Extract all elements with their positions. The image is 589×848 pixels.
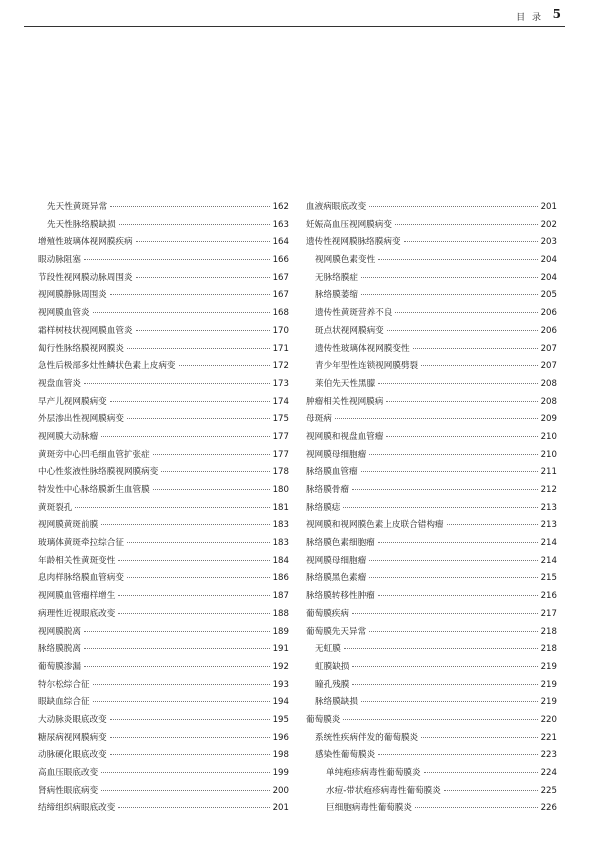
- toc-entry-page: 215: [540, 573, 557, 584]
- toc-entry[interactable]: [306, 570, 557, 588]
- toc-entry-title: 葡萄膜先天异常: [306, 626, 367, 637]
- toc-entry[interactable]: [306, 358, 557, 376]
- toc-entry[interactable]: [38, 341, 289, 359]
- toc-entry[interactable]: [306, 624, 557, 642]
- dot-leader: [352, 489, 538, 490]
- page-header: [24, 6, 565, 27]
- toc-entry-page: 220: [540, 714, 557, 725]
- dot-leader: [136, 277, 270, 278]
- toc-entry-page: 184: [272, 555, 289, 566]
- toc-entry-page: 183: [272, 520, 289, 531]
- toc-entry[interactable]: [306, 535, 557, 553]
- dot-leader: [101, 524, 269, 525]
- dot-leader: [352, 684, 537, 685]
- toc-entry-page: 212: [540, 485, 557, 495]
- toc-entry[interactable]: [38, 712, 289, 730]
- toc-entry-page: 213: [540, 502, 557, 513]
- toc-entry-title: 外层渗出性视网膜病变: [38, 414, 124, 425]
- dot-leader: [395, 224, 538, 225]
- toc-entry-title: 视网膜血管瘤样增生: [38, 591, 116, 602]
- toc-entry[interactable]: [38, 624, 289, 642]
- toc-entry-page: 175: [272, 414, 289, 425]
- dot-leader: [101, 790, 269, 791]
- dot-leader: [110, 737, 270, 738]
- dot-leader: [386, 401, 537, 402]
- toc-entry-page: 201: [540, 202, 557, 212]
- toc-entry-title: 增殖性玻璃体视网膜疾病: [38, 237, 133, 248]
- toc-entry-page: 204: [540, 272, 557, 283]
- toc-entry[interactable]: [306, 482, 557, 500]
- dot-leader: [153, 454, 270, 455]
- toc-entry-title: 视网膜大动脉瘤: [38, 431, 99, 442]
- dot-leader: [127, 577, 270, 578]
- toc-entry-page: 219: [540, 661, 557, 672]
- toc-entry[interactable]: [306, 464, 557, 482]
- dot-leader: [387, 330, 538, 331]
- dot-leader: [386, 436, 537, 437]
- toc-entry-page: 205: [540, 290, 557, 301]
- toc-entry-title: 病理性近视眼底改变: [38, 608, 116, 619]
- toc-entry[interactable]: [38, 570, 289, 588]
- toc-entry-title: 脉络膜转移性肿瘤: [306, 591, 375, 602]
- toc-entry-title: 大动脉炎眼底改变: [38, 714, 107, 725]
- dot-leader: [136, 330, 270, 331]
- toc-entry-title: 脉络膜痣: [306, 502, 341, 513]
- toc-entry-page: 213: [540, 520, 557, 531]
- toc-entry-page: 196: [272, 732, 289, 743]
- dot-leader: [344, 648, 538, 649]
- toc-column-right: [306, 199, 557, 818]
- toc-entry[interactable]: [306, 252, 557, 270]
- toc-entry-title: 感染性葡萄膜炎: [315, 750, 376, 761]
- toc-entry-page: 171: [272, 343, 289, 354]
- toc-entry-page: 163: [272, 219, 289, 230]
- toc-entry-title: 糖尿病视网膜病变: [38, 732, 107, 743]
- toc-entry-page: 170: [272, 325, 289, 336]
- toc-entry-page: 210: [540, 431, 557, 442]
- dot-leader: [369, 577, 537, 578]
- toc-entry-page: 167: [272, 290, 289, 301]
- toc-entry[interactable]: [306, 376, 557, 394]
- dot-leader: [110, 401, 270, 402]
- toc-entry-page: 223: [540, 750, 557, 761]
- toc-entry-page: 181: [272, 502, 289, 513]
- dot-leader: [136, 241, 270, 242]
- toc-entry-title: 母斑病: [306, 414, 332, 425]
- toc-entry[interactable]: [38, 553, 289, 571]
- toc-entry-page: 191: [272, 644, 289, 655]
- toc-entry-title: 先天性脉络膜缺损: [47, 219, 116, 230]
- toc-entry-page: 211: [540, 467, 557, 478]
- toc-entry[interactable]: [38, 783, 289, 801]
- dot-leader: [361, 294, 538, 295]
- dot-leader: [93, 701, 270, 702]
- toc-entry-page: 203: [540, 237, 557, 248]
- toc-entry[interactable]: [306, 588, 557, 606]
- toc-entry-title: 视网膜母细胞瘤: [306, 449, 367, 460]
- toc-entry-page: 217: [540, 608, 557, 619]
- toc-entry[interactable]: [306, 677, 557, 695]
- toc-entry-title: 遗传性玻璃体视网膜变性: [315, 343, 410, 354]
- dot-leader: [361, 471, 538, 472]
- toc-entry-title: 霜样树枝状视网膜血管炎: [38, 325, 133, 336]
- dot-leader: [369, 206, 537, 207]
- toc-entry[interactable]: [38, 199, 289, 217]
- toc-entry-page: 162: [272, 202, 289, 212]
- toc-entry-title: 视网膜和视网膜色素上皮联合错构瘤: [306, 520, 444, 531]
- toc-entry[interactable]: [38, 677, 289, 695]
- toc-entry-title: 视网膜黄斑前膜: [38, 520, 99, 531]
- dot-leader: [415, 807, 538, 808]
- toc-entry[interactable]: [38, 252, 289, 270]
- toc-entry[interactable]: [306, 765, 557, 783]
- toc-entry-title: 视网膜静脉周围炎: [38, 290, 107, 301]
- dot-leader: [343, 507, 537, 508]
- toc-entry-title: 动脉硬化眼底改变: [38, 750, 107, 761]
- toc-entry-title: 黄斑旁中心凹毛细血管扩张症: [38, 449, 150, 460]
- toc-entry[interactable]: [306, 500, 557, 518]
- toc-entry-page: 218: [540, 626, 557, 637]
- toc-entry-title: 葡萄膜疾病: [306, 608, 349, 619]
- toc-entry-page: 180: [272, 485, 289, 495]
- toc-entry[interactable]: [38, 730, 289, 748]
- toc-entry[interactable]: [306, 270, 557, 288]
- toc-entry-title: 瞳孔残膜: [315, 679, 350, 690]
- dot-leader: [444, 790, 538, 791]
- dot-leader: [127, 542, 270, 543]
- toc-entry-title: 巨细胞病毒性葡萄膜炎: [326, 803, 412, 814]
- dot-leader: [369, 454, 537, 455]
- toc-entry-page: 166: [272, 255, 289, 266]
- toc-entry-title: 水痘-带状疱疹病毒性葡萄膜炎: [326, 785, 441, 796]
- dot-leader: [119, 224, 270, 225]
- toc-entry-title: 中心性浆液性脉络膜视网膜病变: [38, 467, 159, 478]
- toc-entry-title: 视网膜脱离: [38, 626, 81, 637]
- dot-leader: [424, 772, 538, 773]
- toc-entry-page: 174: [272, 396, 289, 407]
- toc-entry-title: 莱伯先天性黑朦: [315, 378, 376, 389]
- toc-entry[interactable]: [306, 429, 557, 447]
- toc-entry-title: 系统性疾病伴发的葡萄膜炎: [315, 732, 419, 743]
- toc-entry-page: 207: [540, 343, 557, 354]
- toc-entry[interactable]: [38, 411, 289, 429]
- dot-leader: [421, 365, 537, 366]
- toc-entry[interactable]: [38, 447, 289, 465]
- toc-entry-title: 虹膜缺损: [315, 661, 350, 672]
- dot-leader: [93, 684, 270, 685]
- toc-entry-title: 脉络膜血管瘤: [306, 467, 358, 478]
- toc-entry-page: 199: [272, 768, 289, 778]
- toc-entry-title: 黄斑裂孔: [38, 502, 73, 513]
- toc-entry-page: 210: [540, 449, 557, 460]
- toc-entry-title: 眼缺血综合征: [38, 697, 90, 708]
- toc-entry-page: 198: [272, 750, 289, 761]
- toc-entry-page: 206: [540, 325, 557, 336]
- toc-entry-title: 遗传性视网膜脉络膜病变: [306, 237, 401, 248]
- toc-entry[interactable]: [38, 535, 289, 553]
- toc-entry[interactable]: [38, 394, 289, 412]
- toc-entry[interactable]: [306, 517, 557, 535]
- toc-entry[interactable]: [38, 659, 289, 677]
- toc-entry[interactable]: [38, 694, 289, 712]
- dot-leader: [101, 436, 269, 437]
- toc-entry[interactable]: [38, 800, 289, 818]
- dot-leader: [369, 560, 537, 561]
- running-title: 目 录: [516, 13, 543, 23]
- toc-column-left: [38, 199, 289, 818]
- toc-entry[interactable]: [306, 659, 557, 677]
- toc-entry-title: 青少年型性连锁视网膜劈裂: [315, 361, 419, 372]
- toc-entry-page: 221: [540, 732, 557, 743]
- dot-leader: [75, 507, 269, 508]
- toc-entry[interactable]: [306, 394, 557, 412]
- toc-entry-title: 特发性中心脉络膜新生血管膜: [38, 485, 150, 495]
- toc-entry-page: 200: [272, 785, 289, 796]
- toc-entry-page: 177: [272, 449, 289, 460]
- dot-leader: [369, 631, 537, 632]
- dot-leader: [378, 259, 537, 260]
- toc-entry[interactable]: [306, 694, 557, 712]
- dot-leader: [153, 489, 270, 490]
- toc-entry[interactable]: [306, 606, 557, 624]
- toc-entry-title: 视网膜和视盘血管瘤: [306, 431, 384, 442]
- toc-entry-title: 息肉样脉络膜血管病变: [38, 573, 124, 584]
- toc-entry-title: 肾病性眼底病变: [38, 785, 99, 796]
- toc-entry-title: 先天性黄斑异常: [47, 202, 108, 212]
- toc-entry[interactable]: [306, 287, 557, 305]
- toc-entry-page: 192: [272, 661, 289, 672]
- toc-entry-page: 218: [540, 644, 557, 655]
- toc-entry-title: 肿瘤相关性视网膜病: [306, 396, 384, 407]
- toc-entry[interactable]: [306, 641, 557, 659]
- toc-entry-page: 167: [272, 272, 289, 283]
- dot-leader: [395, 312, 537, 313]
- dot-leader: [361, 701, 538, 702]
- toc-entry-title: 血液病眼底改变: [306, 202, 367, 212]
- toc-entry-page: 209: [540, 414, 557, 425]
- toc-entry-page: 186: [272, 573, 289, 584]
- toc-entry[interactable]: [306, 730, 557, 748]
- toc-entry-title: 脉络膜黑色素瘤: [306, 573, 367, 584]
- dot-leader: [84, 259, 270, 260]
- toc-entry[interactable]: [38, 376, 289, 394]
- toc-entry[interactable]: [306, 783, 557, 801]
- toc-entry-page: 219: [540, 697, 557, 708]
- toc-entry-title: 单纯疱疹病毒性葡萄膜炎: [326, 768, 421, 778]
- dot-leader: [179, 365, 270, 366]
- toc-entry-title: 斑点状视网膜病变: [315, 325, 384, 336]
- toc-entry[interactable]: [306, 341, 557, 359]
- dot-leader: [110, 754, 270, 755]
- toc-entry[interactable]: [306, 712, 557, 730]
- toc-entry-title: 匐行性脉络膜视网膜炎: [38, 343, 124, 354]
- dot-leader: [404, 241, 538, 242]
- toc-entry-page: 168: [272, 308, 289, 319]
- dot-leader: [127, 348, 270, 349]
- dot-leader: [352, 666, 537, 667]
- toc-entry-page: 164: [272, 237, 289, 248]
- toc-entry-page: 225: [540, 785, 557, 796]
- toc-entry-title: 特尔松综合征: [38, 679, 90, 690]
- dot-leader: [118, 560, 269, 561]
- dot-leader: [101, 772, 269, 773]
- dot-leader: [127, 418, 270, 419]
- toc-entry-page: 193: [272, 679, 289, 690]
- toc-entry[interactable]: [306, 411, 557, 429]
- toc-entry[interactable]: [38, 464, 289, 482]
- dot-leader: [93, 312, 270, 313]
- dot-leader: [343, 719, 537, 720]
- toc-entry[interactable]: [38, 517, 289, 535]
- dot-leader: [118, 613, 269, 614]
- toc-entry[interactable]: [306, 553, 557, 571]
- dot-leader: [378, 542, 538, 543]
- toc-entry[interactable]: [306, 323, 557, 341]
- toc-entry-page: 173: [272, 378, 289, 389]
- toc-entry[interactable]: [38, 305, 289, 323]
- toc-entry-page: 201: [272, 803, 289, 814]
- page-number: 5: [552, 7, 561, 21]
- dot-leader: [110, 294, 270, 295]
- dot-leader: [447, 524, 538, 525]
- toc-entry-title: 遗传性黄斑营养不良: [315, 308, 393, 319]
- toc-entry-page: 194: [272, 697, 289, 708]
- toc-entry[interactable]: [38, 606, 289, 624]
- toc-entry[interactable]: [38, 747, 289, 765]
- toc-entry[interactable]: [306, 447, 557, 465]
- toc-entry[interactable]: [38, 500, 289, 518]
- toc-entry-page: 195: [272, 714, 289, 725]
- toc-entry[interactable]: [38, 429, 289, 447]
- toc-entry-title: 视网膜血管炎: [38, 308, 90, 319]
- toc-entry-title: 脉络膜脱离: [38, 644, 81, 655]
- toc-entry-page: 216: [540, 591, 557, 602]
- toc-entry[interactable]: [38, 482, 289, 500]
- toc-entry-title: 视盘血管炎: [38, 378, 81, 389]
- toc-entry[interactable]: [38, 641, 289, 659]
- dot-leader: [161, 471, 269, 472]
- dot-leader: [413, 348, 538, 349]
- toc-entry-title: 高血压眼底改变: [38, 768, 99, 778]
- dot-leader: [352, 613, 538, 614]
- dot-leader: [84, 666, 270, 667]
- toc-entry-page: 177: [272, 431, 289, 442]
- toc-entry-page: 224: [540, 768, 557, 778]
- toc-entry-title: 无脉络膜症: [315, 272, 358, 283]
- dot-leader: [335, 418, 538, 419]
- toc-entry-page: 219: [540, 679, 557, 690]
- toc-entry-title: 妊娠高血压视网膜病变: [306, 219, 392, 230]
- toc-entry-title: 结缔组织病眼底改变: [38, 803, 116, 814]
- toc-entry-title: 早产儿视网膜病变: [38, 396, 107, 407]
- toc-entry-page: 208: [540, 396, 557, 407]
- dot-leader: [110, 719, 270, 720]
- dot-leader: [378, 754, 537, 755]
- toc-entry-page: 188: [272, 608, 289, 619]
- toc-entry-page: 214: [540, 538, 557, 549]
- toc-entry-page: 226: [540, 803, 557, 814]
- toc-entry-title: 葡萄膜渗漏: [38, 661, 81, 672]
- toc-entry[interactable]: [38, 588, 289, 606]
- dot-leader: [84, 383, 270, 384]
- toc-entry-title: 脉络膜骨瘤: [306, 485, 349, 495]
- dot-leader: [378, 595, 538, 596]
- toc-entry-page: 178: [272, 467, 289, 478]
- toc-entry-page: 207: [540, 361, 557, 372]
- dot-leader: [84, 648, 270, 649]
- toc-entry-title: 眼动脉阻塞: [38, 255, 81, 266]
- toc-entry[interactable]: [38, 287, 289, 305]
- toc-entry-page: 214: [540, 555, 557, 566]
- toc-entry[interactable]: [306, 217, 557, 235]
- toc-entry[interactable]: [38, 217, 289, 235]
- toc-entry-title: 视网膜母细胞瘤: [306, 555, 367, 566]
- toc-entry-page: 202: [540, 219, 557, 230]
- toc-entry[interactable]: [306, 747, 557, 765]
- toc-entry-title: 视网膜色素变性: [315, 255, 376, 266]
- toc-entry[interactable]: [38, 765, 289, 783]
- toc-entry[interactable]: [38, 234, 289, 252]
- toc-entry[interactable]: [306, 800, 557, 818]
- toc-entry[interactable]: [306, 234, 557, 252]
- dot-leader: [110, 206, 269, 207]
- toc-entry-title: 急性后极部多灶性鳞状色素上皮病变: [38, 361, 176, 372]
- dot-leader: [118, 807, 269, 808]
- toc-entry-page: 189: [272, 626, 289, 637]
- toc-entry-title: 年龄相关性黄斑变性: [38, 555, 116, 566]
- dot-leader: [378, 383, 537, 384]
- toc-entry-page: 206: [540, 308, 557, 319]
- dot-leader: [84, 631, 270, 632]
- toc-entry-page: 183: [272, 538, 289, 549]
- dot-leader: [421, 737, 537, 738]
- toc-entry-title: 脉络膜色素细胞瘤: [306, 538, 375, 549]
- toc-entry-page: 187: [272, 591, 289, 602]
- dot-leader: [118, 595, 269, 596]
- toc-entry[interactable]: [38, 323, 289, 341]
- toc-entry-page: 208: [540, 378, 557, 389]
- toc-entry-title: 葡萄膜炎: [306, 714, 341, 725]
- toc-entry-title: 玻璃体黄斑牵拉综合征: [38, 538, 124, 549]
- toc-entry-page: 172: [272, 361, 289, 372]
- toc-entry-title: 脉络膜萎缩: [315, 290, 358, 301]
- toc-entry[interactable]: [306, 199, 557, 217]
- toc-entry[interactable]: [38, 270, 289, 288]
- toc-entry[interactable]: [306, 305, 557, 323]
- toc-entry-title: 脉络膜缺损: [315, 697, 358, 708]
- toc-entry-title: 节段性视网膜动脉周围炎: [38, 272, 133, 283]
- toc-entry-title: 无虹膜: [315, 644, 341, 655]
- toc-entry[interactable]: [38, 358, 289, 376]
- dot-leader: [361, 277, 538, 278]
- toc-entry-page: 204: [540, 255, 557, 266]
